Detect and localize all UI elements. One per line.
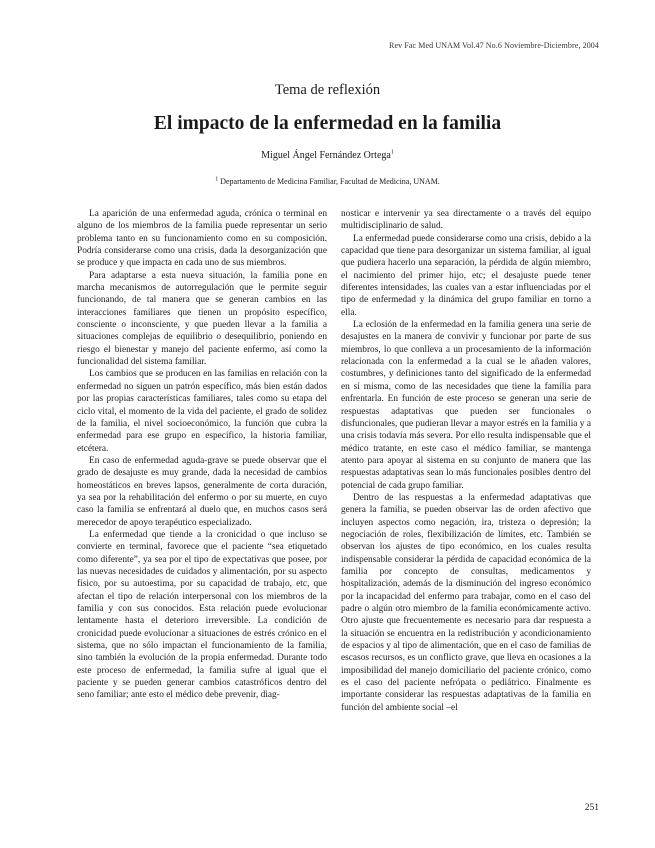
author-line: [0, 150, 655, 161]
paragraph: La aparición de una enfermedad aguda, crónica o terminal en alguno de los miembros de la familia puede representar un serio problema tanto en su funcionamiento como en su composición. Podría considerarse como una crisis, dada la desorganización que se produce y que impacta en cada uno de sus miembros.: [77, 209, 327, 269]
page-number: 251: [584, 803, 599, 813]
author-name: Miguel Ángel Fernández Ortega: [261, 150, 391, 161]
paragraph: En caso de enfermedad aguda-grave se puede observar que el grado de desajuste es muy grande, dada la necesidad de cambios homeostáticos en breves lapsos, generalmente de corta duración, ya sea por la rehabilitación del enfermo o por su muerte, en cuyo caso la familia se enfrentará al duelo que, en muchos casos será merecedor de apoyo terapéutico especializado.: [77, 455, 327, 528]
paragraph: La enfermedad puede considerarse como una crisis, debido a la capacidad que tiene para desorganizar un sistema familiar, al igual que pudiera hacerlo una separación, la pérdida de algún miembro, el nacimiento del primer hijo, etc; el desajuste puede tener diferentes intensidades, las cuales van a estar influenciadas por el tipo de enfermedad y la dinámica del grupo familiar en torno a ella.: [341, 233, 591, 318]
paragraph: Dentro de las respuestas a la enfermedad adaptativas que genera la familia, se pueden observar las de orden afectivo que incluyen aspectos como negación, ira, tristeza o depresión; la negociación de roles, flexibilización de límites, etc. También se observan los ajustes de tipo económico, en los cuales resulta indispensable considerar la pérdida de capacidad económica de la familia por concepto de consultas, medicamentos y hospitalización, además de la disminución del ingreso económico por la incapacidad del enfermo para trabajar, como en el caso del padre o algún otro miembro de la familia económicamente activo. Otro ajuste que frecuentemente es necesario para dar respuesta a la situación se encuentra en la redistribución y acondicionamiento de espacios y al tipo de alimentación, que en el caso de familias de escasos recursos, es un conflicto grave, que lleva en ocasiones a la imposibilidad del manejo domiciliario del paciente crónico, como es el caso del paciente nefrópata o pediátrico. Finalmente es importante considerar las respuestas adaptativas de la familia en función del ambiente social –el: [341, 492, 591, 713]
paragraph: Para adaptarse a esta nueva situación, la familia pone en marcha mecanismos de autorregulación que le permite seguir funcionando, de tal manera que se generan cambios en las interacciones familiares que tienen un propósito específico, consciente o inconsciente, y que pueden llevar a la familia a situaciones complejas de equilibrio o desequilibrio, poniendo en riesgo el bienestar y manejo del paciente enfermo, así como la funcionalidad del sistema familiar.: [77, 270, 327, 368]
paragraph: La eclosión de la enfermedad en la familia genera una serie de desajustes en la manera de convivir y funcionar por parte de sus miembros, lo que conlleva a un procesamiento de la información relacionada con la enfermedad a la cual se le añaden valores, costumbres, y definiciones tanto del significado de la enfermedad en sí misma, como de las necesidades que tiene la familia para enfrentarla. En función de este proceso se generan una serie de respuestas adaptativas que pueden ser funcionales o disfuncionales, que pudieran llevar a mayor estrés en la familia y a una crisis todavía más severa. Por ello resulta indispensable que el médico tratante, en este caso el médico familiar, se mantenga atento para apoyar al sistema en su conjunto de manera que las respuestas adaptativas sean lo más funcionales posibles dentro del potencial de cada grupo familiar.: [341, 320, 591, 491]
journal-header: Rev Fac Med UNAM Vol.47 No.6 Noviembre-Diciembre, 2004: [389, 41, 599, 50]
affiliation-line: [0, 177, 655, 186]
paragraph: Los cambios que se producen en las familias en relación con la enfermedad no siguen un patrón específico, más bien están dados por las propias características familiares, tales como su etapa del ciclo vital, el momento de la vida del paciente, el grado de solidez de la familia, el nivel socioeconómico, la función que cubra la enfermedad para ese grupo en específico, la historia familiar, etcétera.: [77, 369, 327, 454]
author-marker: 1: [390, 149, 394, 156]
paragraph: La enfermedad que tiende a la cronicidad o que incluso se convierte en terminal, favorece que el paciente “sea etiquetado como diferente”, ya sea por el tipo de expectativas que posee, por las nuevas necesidades de cuidados y alimentación, por su aspecto físico, por su autoestima, por su capacidad de trabajo, etc, que afectan el tipo de relación interpersonal con los miembros de la familia y con sus conocidos. Esta relación puede evolucionar lentamente hasta el deterioro irreversible. La condición de cronicidad puede evolucionar a situaciones de estrés crónico en el sistema, que no sólo impactan el funcionamiento de la familia, sino también la evolución de la propia enfermedad. Durante todo este proceso de enfermedad, la familia sufre al igual que el paciente y se pueden generar cambios catastróficos dentro del seno familiar; ante esto el médico debe prevenir, diag-: [77, 529, 327, 701]
left-column: [77, 208, 327, 702]
section-label: Tema de reflexión: [274, 82, 381, 98]
article-title: El impacto de la enfermedad en la familia: [153, 113, 502, 134]
affiliation-text: Departamento de Medicina Familiar, Facultad de Medicina, UNAM.: [220, 177, 440, 186]
paragraph-continued: nosticar e intervenir ya sea directamente o a través del equipo multidisciplinario de salud.: [341, 209, 591, 232]
affiliation-marker: 1: [215, 176, 219, 183]
right-column: [341, 208, 591, 714]
